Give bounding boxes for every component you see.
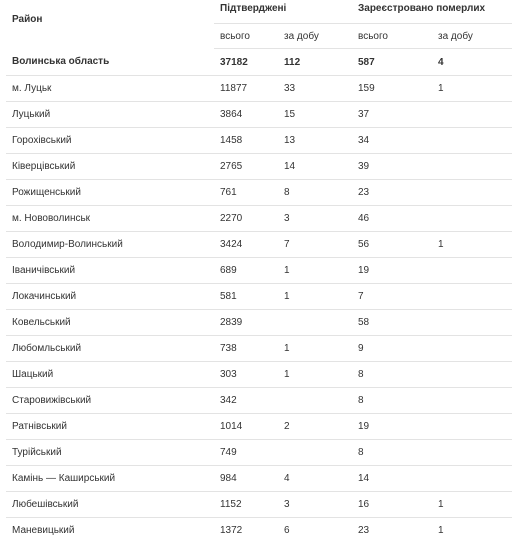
- deaths-per-day-cell: [432, 180, 512, 206]
- confirmed-total-cell: 342: [214, 388, 278, 414]
- confirmed-total-cell: 2765: [214, 154, 278, 180]
- deaths-per-day-cell: [432, 258, 512, 284]
- deaths-per-day-cell: [432, 102, 512, 128]
- table-row: [6, 232, 512, 258]
- district-name-cell: Рожищенський: [6, 180, 214, 206]
- table-row-region-total: [6, 49, 512, 76]
- district-name-cell: Локачинський: [6, 284, 214, 310]
- district-name-cell: Турійський: [6, 440, 214, 466]
- confirmed-total-header: всього: [214, 24, 278, 49]
- district-name-cell: Луцький: [6, 102, 214, 128]
- confirmed-total-cell: 749: [214, 440, 278, 466]
- district-name-cell: м. Луцьк: [6, 76, 214, 102]
- table-row: [6, 206, 512, 232]
- deaths-group-header: Зареєстровано померлих: [352, 0, 512, 24]
- confirmed-per-day-cell: 4: [278, 466, 352, 492]
- deaths-per-day-cell: 1: [432, 492, 512, 518]
- deaths-total-cell: 37: [352, 102, 432, 128]
- table-row: [6, 336, 512, 362]
- confirmed-total-cell: 37182: [214, 49, 278, 76]
- deaths-per-day-cell: [432, 336, 512, 362]
- deaths-total-cell: 58: [352, 310, 432, 336]
- confirmed-per-day-cell: [278, 440, 352, 466]
- table-row: [6, 102, 512, 128]
- table-row: [6, 310, 512, 336]
- confirmed-group-header: Підтверджені: [214, 0, 352, 24]
- district-name-cell: Іваничівський: [6, 258, 214, 284]
- deaths-per-day-cell: 1: [432, 76, 512, 102]
- confirmed-per-day-cell: 33: [278, 76, 352, 102]
- confirmed-per-day-cell: 1: [278, 336, 352, 362]
- confirmed-per-day-cell: 15: [278, 102, 352, 128]
- deaths-total-cell: 19: [352, 414, 432, 440]
- deaths-per-day-cell: [432, 440, 512, 466]
- confirmed-total-cell: 689: [214, 258, 278, 284]
- deaths-total-cell: 7: [352, 284, 432, 310]
- table-body: [6, 49, 512, 543]
- deaths-per-day-header: за добу: [432, 24, 512, 49]
- table-row: [6, 76, 512, 102]
- confirmed-per-day-cell: 3: [278, 492, 352, 518]
- confirmed-per-day-cell: 1: [278, 284, 352, 310]
- confirmed-total-cell: 1014: [214, 414, 278, 440]
- district-name-cell: Любомльський: [6, 336, 214, 362]
- district-name-cell: Ратнівський: [6, 414, 214, 440]
- confirmed-per-day-cell: 112: [278, 49, 352, 76]
- table-row: [6, 414, 512, 440]
- confirmed-per-day-cell: 3: [278, 206, 352, 232]
- confirmed-per-day-cell: 1: [278, 362, 352, 388]
- deaths-per-day-cell: [432, 362, 512, 388]
- deaths-total-cell: 56: [352, 232, 432, 258]
- deaths-per-day-cell: [432, 310, 512, 336]
- confirmed-total-cell: 2270: [214, 206, 278, 232]
- deaths-per-day-cell: [432, 466, 512, 492]
- deaths-per-day-cell: 1: [432, 232, 512, 258]
- table-row: [6, 492, 512, 518]
- deaths-per-day-cell: [432, 154, 512, 180]
- district-name-cell: Володимир-Волинський: [6, 232, 214, 258]
- confirmed-per-day-cell: 8: [278, 180, 352, 206]
- deaths-total-cell: 46: [352, 206, 432, 232]
- deaths-total-cell: 159: [352, 76, 432, 102]
- table-row: [6, 518, 512, 543]
- deaths-total-cell: 39: [352, 154, 432, 180]
- confirmed-total-cell: 1372: [214, 518, 278, 543]
- confirmed-total-cell: 581: [214, 284, 278, 310]
- confirmed-total-cell: 738: [214, 336, 278, 362]
- confirmed-per-day-cell: 14: [278, 154, 352, 180]
- deaths-total-cell: 23: [352, 518, 432, 543]
- district-name-cell: Старовижівський: [6, 388, 214, 414]
- table-row: [6, 180, 512, 206]
- header-row-groups: [6, 0, 512, 24]
- confirmed-total-cell: 1458: [214, 128, 278, 154]
- confirmed-total-cell: 3864: [214, 102, 278, 128]
- deaths-total-cell: 8: [352, 362, 432, 388]
- confirmed-per-day-cell: [278, 310, 352, 336]
- district-name-cell: Шацький: [6, 362, 214, 388]
- deaths-per-day-cell: [432, 388, 512, 414]
- deaths-total-cell: 587: [352, 49, 432, 76]
- table-row: [6, 154, 512, 180]
- confirmed-per-day-cell: [278, 388, 352, 414]
- table-row: [6, 388, 512, 414]
- district-column-header: Район: [6, 0, 214, 49]
- deaths-total-cell: 8: [352, 388, 432, 414]
- deaths-total-cell: 19: [352, 258, 432, 284]
- district-name-cell: м. Нововолинськ: [6, 206, 214, 232]
- district-name-cell: Горохівський: [6, 128, 214, 154]
- confirmed-total-cell: 1152: [214, 492, 278, 518]
- deaths-per-day-cell: [432, 128, 512, 154]
- deaths-per-day-cell: 1: [432, 518, 512, 543]
- deaths-total-cell: 34: [352, 128, 432, 154]
- confirmed-total-cell: 761: [214, 180, 278, 206]
- district-name-cell: Маневицький: [6, 518, 214, 543]
- deaths-per-day-cell: [432, 284, 512, 310]
- confirmed-per-day-header: за добу: [278, 24, 352, 49]
- deaths-total-cell: 8: [352, 440, 432, 466]
- confirmed-total-cell: 3424: [214, 232, 278, 258]
- confirmed-total-cell: 11877: [214, 76, 278, 102]
- deaths-per-day-cell: 4: [432, 49, 512, 76]
- deaths-total-cell: 9: [352, 336, 432, 362]
- confirmed-per-day-cell: 6: [278, 518, 352, 543]
- confirmed-total-cell: 2839: [214, 310, 278, 336]
- district-name-cell: Ківерцівський: [6, 154, 214, 180]
- district-name-cell: Камінь — Каширський: [6, 466, 214, 492]
- deaths-total-header: всього: [352, 24, 432, 49]
- deaths-total-cell: 14: [352, 466, 432, 492]
- confirmed-per-day-cell: 2: [278, 414, 352, 440]
- confirmed-total-cell: 303: [214, 362, 278, 388]
- table-row: [6, 440, 512, 466]
- table-row: [6, 466, 512, 492]
- table-row: [6, 284, 512, 310]
- district-name-cell: Волинська область: [6, 49, 214, 76]
- confirmed-total-cell: 984: [214, 466, 278, 492]
- table-row: [6, 128, 512, 154]
- confirmed-per-day-cell: 7: [278, 232, 352, 258]
- deaths-total-cell: 16: [352, 492, 432, 518]
- table-header: [6, 0, 512, 49]
- deaths-total-cell: 23: [352, 180, 432, 206]
- deaths-per-day-cell: [432, 414, 512, 440]
- confirmed-per-day-cell: 13: [278, 128, 352, 154]
- confirmed-per-day-cell: 1: [278, 258, 352, 284]
- deaths-per-day-cell: [432, 206, 512, 232]
- district-name-cell: Любешівський: [6, 492, 214, 518]
- table-row: [6, 362, 512, 388]
- table-row: [6, 258, 512, 284]
- district-name-cell: Ковельський: [6, 310, 214, 336]
- covid-stats-table: [6, 0, 512, 543]
